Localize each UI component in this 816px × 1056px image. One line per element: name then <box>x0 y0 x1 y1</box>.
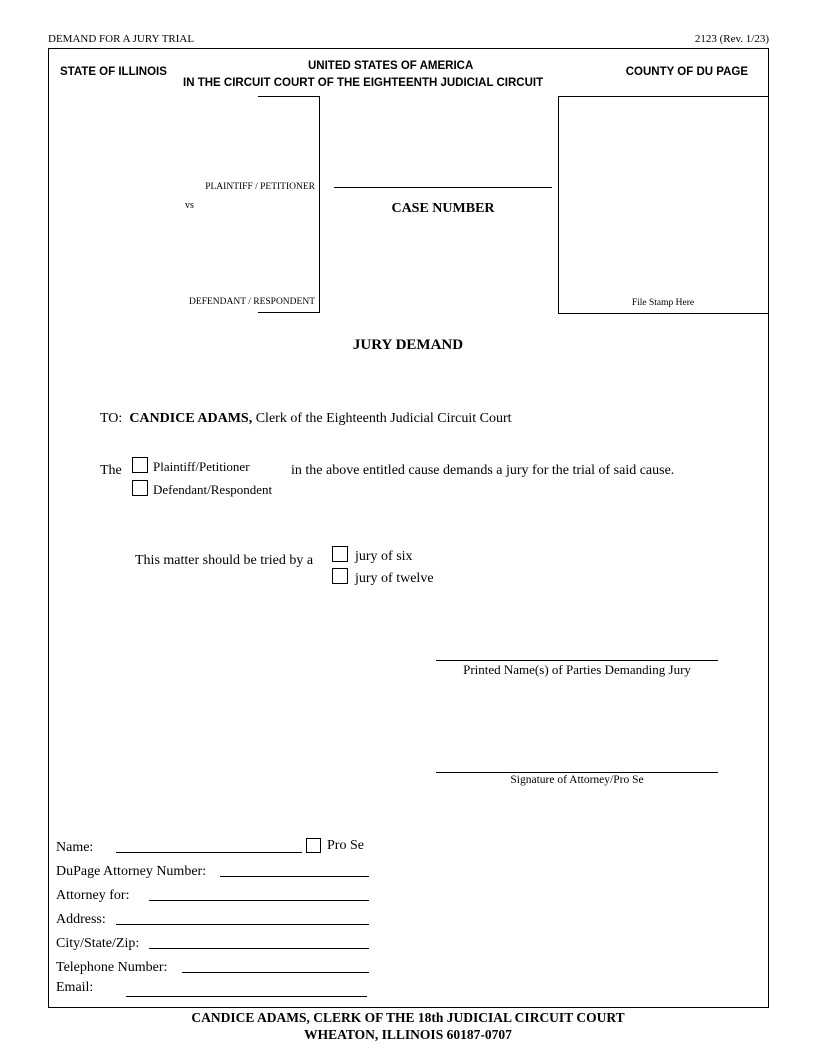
plaintiff-label: PLAINTIFF / PETITIONER <box>205 182 315 192</box>
attorney-for-label: Attorney for: <box>56 888 130 903</box>
demand-statement: in the above entitled cause demands a jury for the trial of said cause. <box>291 463 675 478</box>
case-number-line[interactable] <box>334 187 552 188</box>
court-name: IN THE CIRCUIT COURT OF THE EIGHTEENTH JUDICIAL CIRCUIT <box>183 77 544 89</box>
party-box-bottom <box>258 312 320 313</box>
attorney-number-label: DuPage Attorney Number: <box>56 864 207 879</box>
telephone-field[interactable] <box>182 972 369 973</box>
address-label: Address: <box>56 912 106 927</box>
city-state-zip-label: City/State/Zip: <box>56 936 140 951</box>
printed-names-label: Printed Name(s) of Parties Demanding Jury <box>463 662 691 677</box>
attorney-number-field[interactable] <box>220 876 369 877</box>
file-stamp-label: File Stamp Here <box>631 298 695 308</box>
jury-twelve-label: jury of twelve <box>355 571 434 586</box>
vs-label: vs <box>185 200 194 211</box>
telephone-label: Telephone Number: <box>56 960 168 975</box>
defendant-checkbox[interactable] <box>132 480 148 496</box>
signature-line[interactable] <box>436 772 718 773</box>
footer-line-2: WHEATON, ILLINOIS 60187-0707 <box>304 1027 512 1042</box>
defendant-label: DEFENDANT / RESPONDENT <box>189 297 315 307</box>
form-number: 2123 (Rev. 1/23) <box>694 33 769 45</box>
pro-se-checkbox[interactable] <box>306 838 321 853</box>
plaintiff-option-label: Plaintiff/Petitioner <box>153 459 250 474</box>
the-label: The <box>100 463 122 478</box>
state-label: STATE OF ILLINOIS <box>60 66 167 78</box>
form-title: DEMAND FOR A JURY TRIAL <box>48 33 195 45</box>
clerk-title: Clerk of the Eighteenth Judicial Circuit Court <box>255 411 512 426</box>
footer-line-1: CANDICE ADAMS, CLERK OF THE 18th JUDICIAL CIRCUIT COURT <box>191 1010 625 1025</box>
to-label: TO: <box>100 411 123 426</box>
party-box-top <box>258 96 319 97</box>
file-stamp-box <box>558 96 769 314</box>
jury-twelve-checkbox[interactable] <box>332 568 348 584</box>
name-label: Name: <box>56 840 94 855</box>
jury-six-checkbox[interactable] <box>332 546 348 562</box>
pro-se-label: Pro Se <box>327 838 364 853</box>
to-line <box>100 411 512 427</box>
jury-size-prompt: This matter should be tried by a <box>135 553 314 568</box>
signature-label: Signature of Attorney/Pro Se <box>510 774 644 786</box>
case-number-label: CASE NUMBER <box>391 201 495 216</box>
address-field[interactable] <box>116 924 369 925</box>
jury-six-label: jury of six <box>355 549 413 564</box>
name-field[interactable] <box>116 852 302 853</box>
city-state-zip-field[interactable] <box>149 948 369 949</box>
county-label: COUNTY OF DU PAGE <box>625 66 748 78</box>
email-field[interactable] <box>126 996 367 997</box>
clerk-name: CANDICE ADAMS, <box>129 411 253 426</box>
country-label: UNITED STATES OF AMERICA <box>308 60 474 72</box>
document-title: JURY DEMAND <box>352 337 464 353</box>
email-label: Email: <box>56 980 94 995</box>
defendant-option-label: Defendant/Respondent <box>153 482 273 497</box>
printed-names-line[interactable] <box>436 660 718 661</box>
plaintiff-checkbox[interactable] <box>132 457 148 473</box>
attorney-for-field[interactable] <box>149 900 369 901</box>
party-box-right <box>319 96 320 313</box>
